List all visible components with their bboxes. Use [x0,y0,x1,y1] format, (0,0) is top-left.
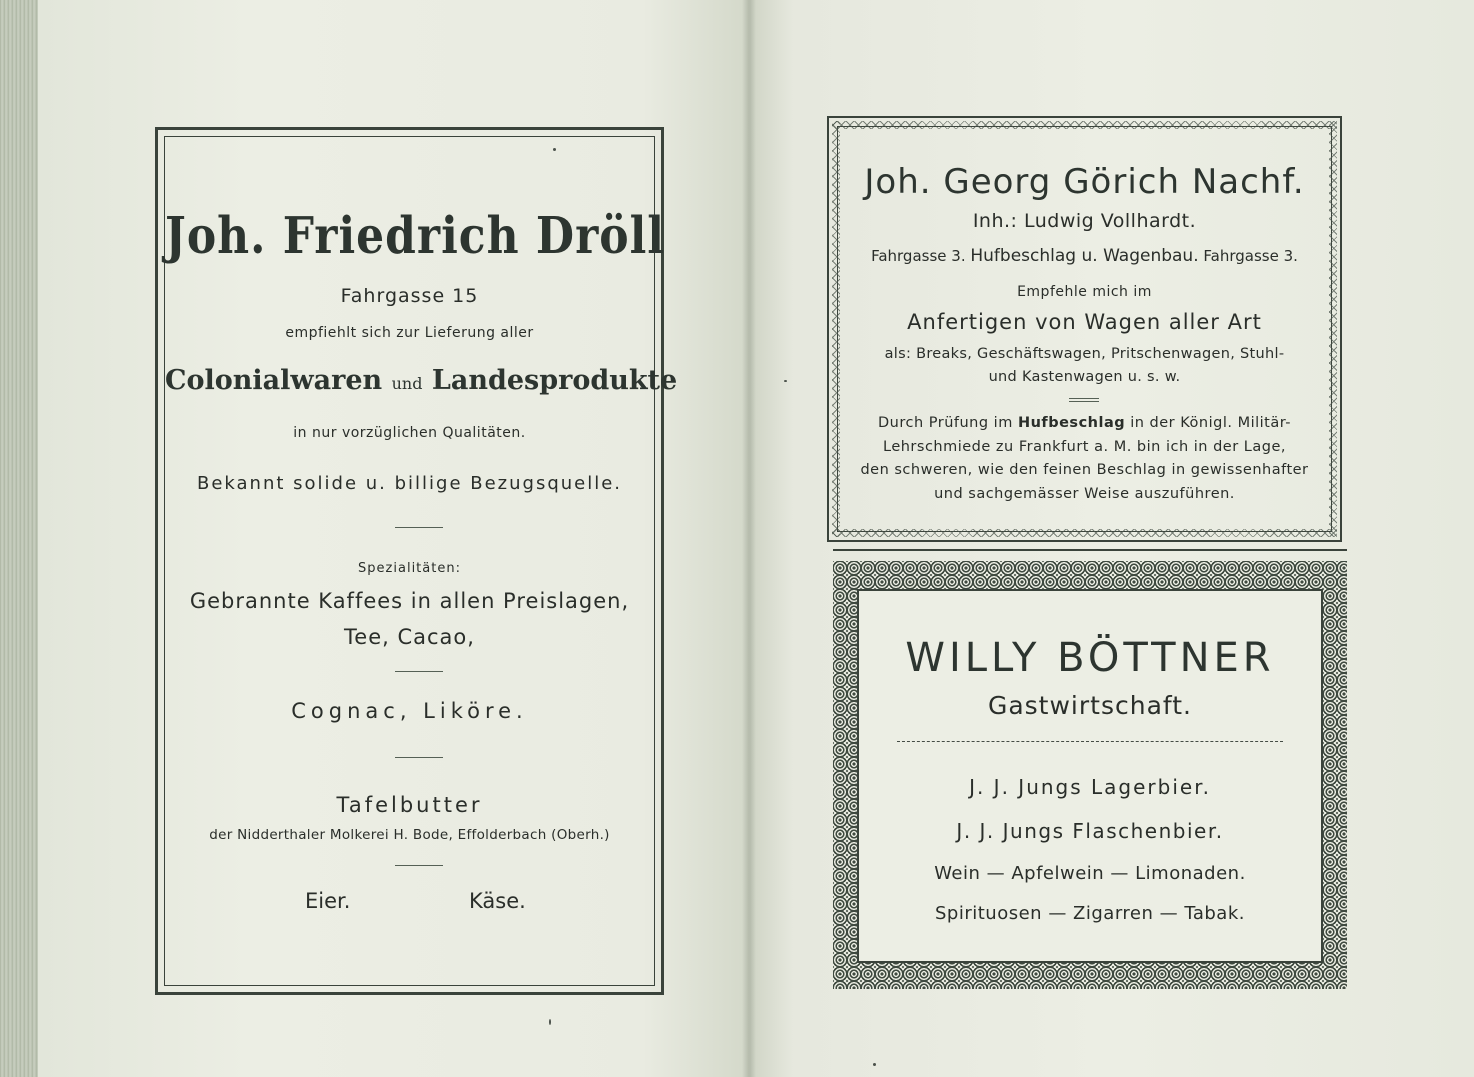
goerich-recommend: Empfehle mich im [1017,284,1152,300]
droell-offer: empfiehlt sich zur Lieferung aller [285,325,534,341]
divider [1069,398,1099,399]
eggs-label: Eier. [305,889,351,913]
addr-trade: Hufbeschlag u. Wagenbau. [970,246,1199,266]
beer-bottled: J. J. Jungs Flaschenbier. [956,819,1224,843]
zigzag-border-top [832,121,1337,129]
goods-landes: Landesprodukte [431,365,678,396]
paper-speck [553,148,556,151]
body-line-1 [829,412,1340,436]
boettner-advertisement [833,561,1347,989]
body-line-2: Lehrschmiede zu Frankfurt a. M. bin ich in der Lage, [883,438,1286,455]
specialty-tea: Tee, Cacao, [344,625,475,649]
goerich-title: Joh. Georg Görich Nachf. [864,162,1305,202]
divider [395,527,443,528]
droell-title: Joh. Friedrich Dröll [165,207,666,266]
paper-speck [784,380,787,382]
goods-colonial: Colonialwaren [165,365,383,396]
dashed-divider [897,741,1283,742]
divider [395,671,443,672]
cognac-line: Cognac, Liköre. [291,699,528,723]
droell-advertisement [155,127,678,995]
boettner-panel [857,589,1323,963]
addr-right: Fahrgasse 3. [1203,247,1298,265]
goerich-types-1: als: Breaks, Geschäftswagen, Pritschenwagen, Stuhl- [884,346,1285,362]
book-page-edges [0,0,40,1077]
body-1a: Durch Prüfung im [877,415,1018,431]
droell-street: Fahrgasse 15 [340,285,479,307]
body-line-3: den schweren, wie den feinen Beschlag in gewissenhafter [860,462,1309,478]
paper-speck [549,1019,551,1025]
zigzag-border-bottom [832,529,1337,537]
divider [395,757,443,758]
body-1-highlight: Hufbeschlag [1017,415,1126,431]
goerich-address [829,246,1340,266]
droell-inner-frame [164,136,678,986]
ad-separator [833,549,1347,551]
body-1c: in der Königl. Militär- [1125,415,1292,431]
misc-line: Spirituosen — Zigarren — Tabak. [935,903,1245,924]
droell-source: Bekannt solide u. billige Bezugsquelle. [196,473,623,494]
goerich-types-2: und Kastenwagen u. s. w. [988,369,1181,385]
beer-lager: J. J. Jungs Lagerbier. [969,775,1211,799]
drinks-line: Wein — Apfelwein — Limonaden. [934,863,1246,884]
boettner-subtitle: Gastwirtschaft. [987,691,1193,720]
paper-speck [873,1063,876,1066]
specialties-heading: Spezialitäten: [358,561,461,576]
divider [1069,401,1099,402]
goods-and: und [391,374,423,393]
droell-goods [165,365,678,396]
goerich-body [829,412,1340,506]
cheese-label: Käse. [469,889,526,913]
dairy-line: der Nidderthaler Molkerei H. Bode, Effolderbach (Oberh.) [209,827,610,843]
goerich-owner: Inh.: Ludwig Vollhardt. [972,210,1197,232]
left-page [38,0,750,1077]
body-line-4: und sachgemässer Weise auszuführen. [934,485,1235,502]
divider [395,865,443,866]
goerich-advertisement [827,116,1342,542]
specialty-coffee: Gebrannte Kaffees in allen Preislagen, [189,589,630,613]
addr-left: Fahrgasse 3. [871,247,966,265]
butter-line: Tafelbutter [336,793,483,817]
book-gutter [742,0,756,1077]
goerich-make: Anfertigen von Wagen aller Art [907,310,1262,334]
boettner-name: WILLY BÖTTNER [905,635,1275,681]
droell-quality: in nur vorzüglichen Qualitäten. [293,425,526,441]
